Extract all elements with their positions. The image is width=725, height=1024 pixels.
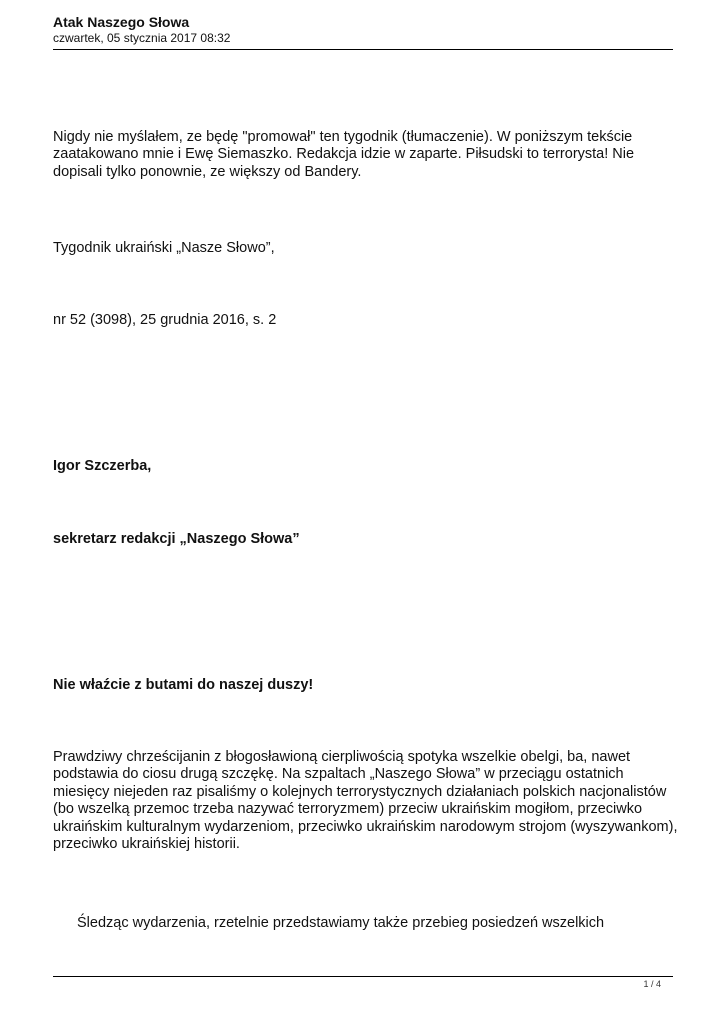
author-role: sekretarz redakcji „Naszego Słowa”	[53, 531, 300, 547]
intro-paragraph: Nigdy nie myślałem, ze będę "promował" ten tygodnik (tłumaczenie). W poniższym tekście zaatakowano mnie i Ewę Siemaszko. Redakcja idzie w zaparte. Piłsudski to terrorysta! Nie dopisali tylko ponownie, ze większy od Bandery.	[53, 129, 635, 180]
page-number: 1 / 4	[643, 979, 661, 989]
author-name: Igor Szczerba,	[53, 458, 152, 474]
document-date: czwartek, 05 stycznia 2017 08:32	[53, 31, 231, 45]
source-name: Tygodnik ukraiński „Nasze Słowo”,	[53, 240, 275, 256]
article-paragraph-2: Śledząc wydarzenia, rzetelnie przedstawiamy także przebieg posiedzeń wszelkich	[77, 915, 605, 931]
footer-divider	[53, 976, 673, 977]
document-title: Atak Naszego Słowa	[53, 14, 190, 30]
article-title: Nie właźcie z butami do naszej duszy!	[53, 677, 314, 693]
source-issue: nr 52 (3098), 25 grudnia 2016, s. 2	[53, 312, 277, 328]
header-divider	[53, 49, 673, 50]
article-paragraph-1: Prawdziwy chrześcijanin z błogosławioną cierpliwością spotyka wszelkie obelgi, ba, nawet podstawia do ciosu drugą szczękę. Na szpaltach „Naszego Słowa” w przeciągu ostatnich miesięcy niejeden raz pisaliśmy o kolejnych terrorystycznych działaniach polskich nacjonalistów (bo wszelką przemoc trzeba nazywać terroryzmem) przeciw ukraińskim mogiłom, przeciwko ukraińskim kulturalnym wydarzeniom, przeciwko ukraińskim narodowym strojom (wyszywankom), przeciwko ukraińskiej historii.	[53, 749, 678, 853]
